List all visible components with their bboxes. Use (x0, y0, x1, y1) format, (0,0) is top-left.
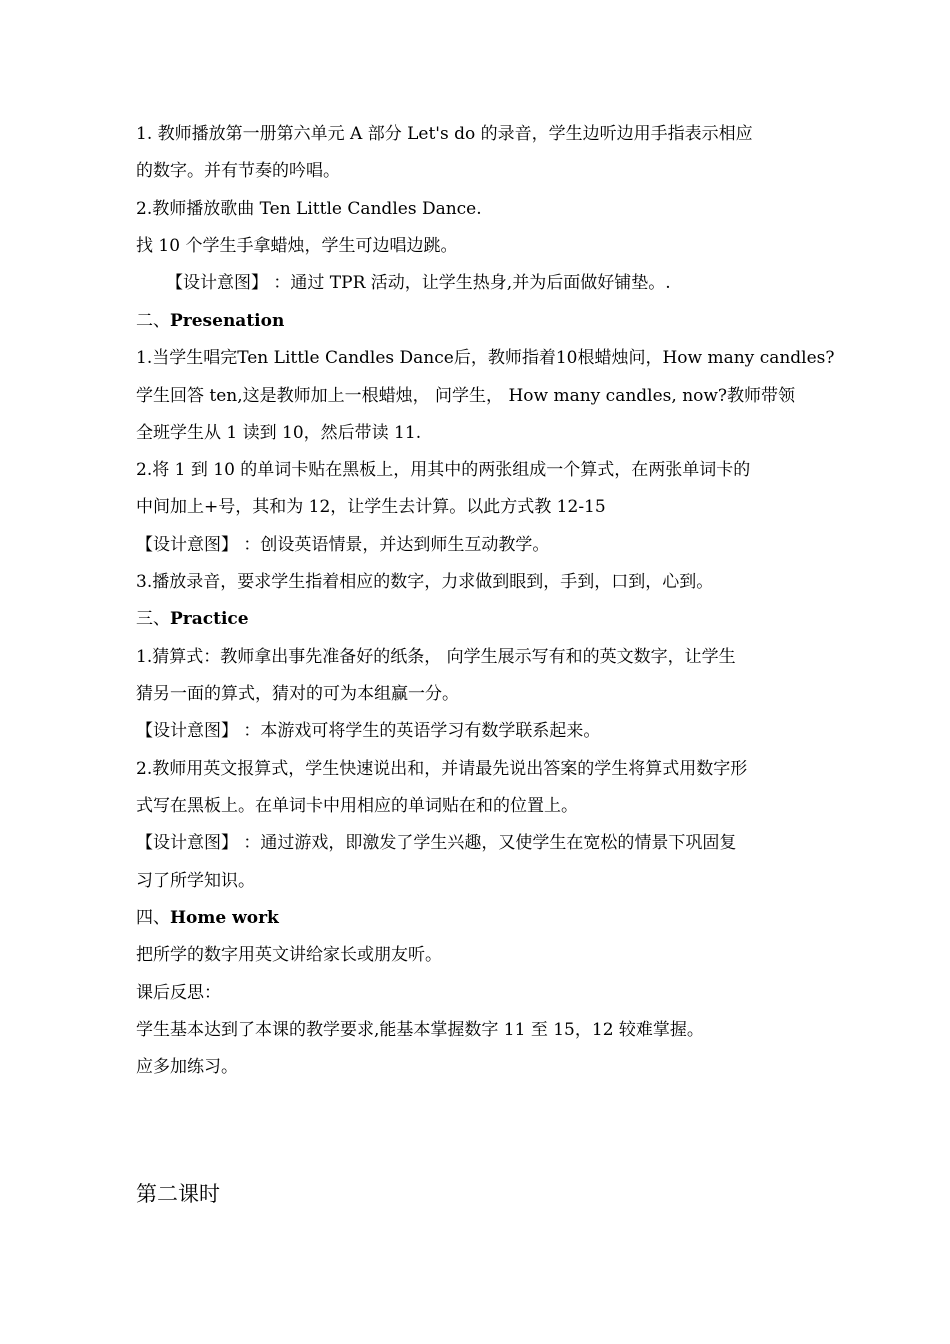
paragraph-line: 1.当学生唱完Ten Little Candles Dance后，教师指着10根蜡烛问，How many candles? (136, 348, 835, 368)
paragraph-line: 全班学生从 1 读到 10，然后带读 11. (136, 423, 422, 443)
section-heading-practice (136, 607, 836, 631)
paragraph-line: 2.教师播放歌曲 Ten Little Candles Dance. (136, 199, 482, 219)
paragraph-line: 3.播放录音，要求学生指着相应的数字，力求做到眼到，手到，口到，心到。 (136, 572, 714, 592)
design-intent-line: 【设计意图】 ：创设英语情景，并达到师生互动教学。 (136, 535, 550, 555)
paragraph-line: 把所学的数字用英文讲给家长或朋友听。 (136, 945, 442, 965)
paragraph-line: 学生基本达到了本课的教学要求,能基本掌握数字 11 至 15，12 较难掌握。 (136, 1020, 704, 1040)
paragraph-line: 1.猜算式：教师拿出事先准备好的纸条， 向学生展示写有和的英文数字，让学生 (136, 647, 736, 667)
design-intent-line: 【设计意图】 ：本游戏可将学生的英语学习有数学联系起来。 (136, 721, 601, 741)
paragraph-line: 找 10 个学生手拿蜡烛，学生可边唱边跳。 (136, 236, 458, 256)
paragraph-line: 中间加上+号，其和为 12，让学生去计算。以此方式教 12-15 (136, 497, 606, 517)
paragraph-line: 1. 教师播放第一册第六单元 A 部分 Let's do 的录音，学生边听边用手指表示相应 (136, 124, 753, 144)
section-heading-text: Practice (170, 609, 249, 629)
paragraph-line: 应多加练习。 (136, 1057, 238, 1077)
section-heading-presentation (136, 309, 836, 333)
section-heading-homework (136, 906, 836, 930)
section-number: 三、 (136, 609, 170, 629)
reflection-heading: 课后反思： (136, 983, 221, 1003)
paragraph-line: 猜另一面的算式，猜对的可为本组赢一分。 (136, 684, 459, 704)
paragraph-line: 习了所学知识。 (136, 871, 255, 891)
lesson-title: 第二课时 (136, 1182, 220, 1206)
paragraph-line: 2.将 1 到 10 的单词卡贴在黑板上，用其中的两张组成一个算式，在两张单词卡的 (136, 460, 751, 480)
paragraph-line: 式写在黑板上。在单词卡中用相应的单词贴在和的位置上。 (136, 796, 578, 816)
section-number: 二、 (136, 311, 170, 331)
design-intent-line: 【设计意图】 ：通过 TPR 活动，让学生热身,并为后面做好铺垫。. (166, 273, 671, 293)
paragraph-line: 的数字。并有节奏的吟唱。 (136, 161, 340, 181)
design-intent-line: 【设计意图】 ：通过游戏，即激发了学生兴趣，又使学生在宽松的情景下巩固复 (136, 833, 737, 853)
section-heading-text: Home work (170, 908, 279, 928)
section-number: 四、 (136, 908, 170, 928)
paragraph-line: 2.教师用英文报算式，学生快速说出和，并请最先说出答案的学生将算式用数字形 (136, 759, 748, 779)
section-heading-text: Presenation (170, 311, 285, 331)
paragraph-line: 学生回答 ten,这是教师加上一根蜡烛， 问学生， How many candles, now?教师带领 (136, 386, 796, 406)
